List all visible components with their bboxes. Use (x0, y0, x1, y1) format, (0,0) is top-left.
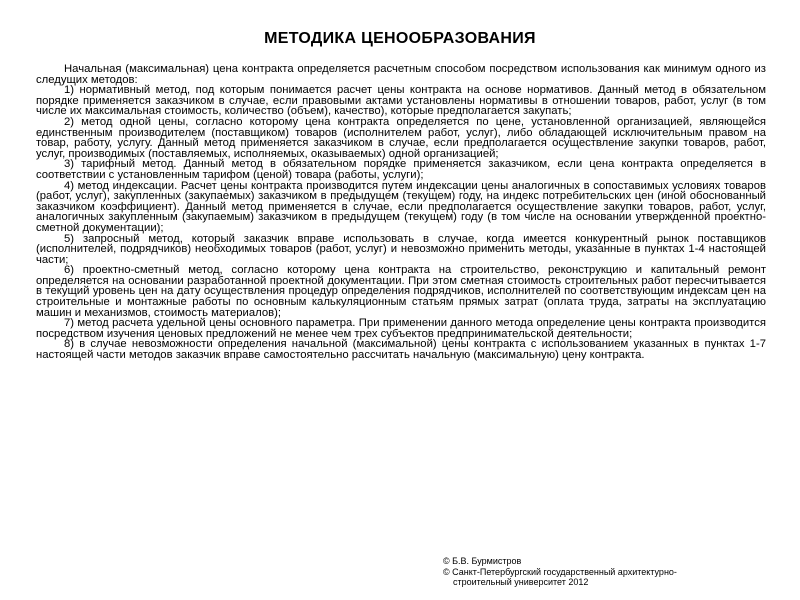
footer-author-line: © Б.В. Бурмистров (443, 556, 522, 566)
method-3-paragraph: 3) тарифный метод. Данный метод в обязательном порядке применяется заказчиком, если цена контракта определяется в соответствии с установленным тарифом (ценой) товара (работы, услуги); (36, 158, 766, 181)
method-1-paragraph: 1) нормативный метод, под которым понимается расчет цены контракта на основе нормативов. Данный метод в обязательном порядке применяется заказчиком в случае, если правовыми актами установлены нормативы в отношении товаров, работ, услуг (в том числе их максимальная стоимость, количество (объем), качество), которые предполагается закупать; (36, 84, 766, 118)
footer-university-line-2: строительный университет 2012 (453, 577, 589, 587)
footer-credits (443, 556, 677, 588)
footer-university-line: © Санкт-Петербургский государственный архитектурно- (443, 566, 677, 577)
method-2-paragraph: 2) метод одной цены, согласно которому цена контракта определяется по цене, установленной организацией, являющейся единственным производителем (поставщиком) товаров (исполнителем работ, услуг), либо обладающей исключительным правом на товар, работу, услугу. Данный метод применяется заказчиком в случае, если предполагается осуществление закупки товаров, работ, услуг, производимых (поставляемых, исполняемых, оказываемых) одной организацией; (36, 115, 766, 160)
method-8-paragraph: 8) в случае невозможности определения начальной (максимальной) цены контракта с использованием указанных в пунктах 1-7 настоящей части методов заказчик вправе самостоятельно рассчитать начальную (максимальную) цену контракта. (36, 338, 766, 362)
method-4-paragraph: 4) метод индексации. Расчет цены контракта производится путем индексации цены аналогичных в сопоставимых условиях товаров (работ, услуг), закупленных (закупаемых) заказчиком в предыдущем (текущем) году, на индекс потребительских цен (иной обоснованный заказчиком коэффициент). Данный метод применяется в случае, если предполагается осуществление закупки товаров, работ, услуг, аналогичных закупленным (закупаемым) заказчиком в предыдущем (текущем) году (в том числе на основании утвержденной проектно-сметной документации); (36, 179, 766, 234)
page-title: МЕТОДИКА ЦЕНООБРАЗОВАНИЯ (264, 30, 536, 47)
document-body (36, 64, 766, 361)
method-7-paragraph: 7) метод расчета удельной цены основного параметра. При применении данного метода определение цены контракта производится посредством изучения ценовых предложений не менее чем трех субъектов предпринимательской деятельности; (36, 317, 766, 340)
intro-paragraph: Начальная (максимальная) цена контракта определяется расчетным способом посредством использования как минимум одного из следущих методов: (36, 63, 766, 86)
method-6-paragraph: 6) проектно-сметный метод, согласно которому цена контракта на строительство, реконструкцию и капитальный ремонт определяется на основании разработанной проектной документации. При этом сметная стоимость строительных работ пересчитывается в текущий уровень цен на дату осуществления процедур определения подрядчиков, исполнителей по соответствующим индексам цен на строительные и монтажные работы по основным калькуляционным статьям прямых затрат (оплата труда, затраты на эксплуатацию машин и механизмов, стоимость материалов); (36, 264, 766, 319)
method-5-paragraph: 5) запросный метод, который заказчик вправе использовать в случае, когда имеется конкурентный рынок поставщиков (исполнителей, подрядчиков) необходимых товаров (работ, услуг) и невозможно применить методы, указанные в пунктах 1-4 настоящей части; (36, 232, 766, 266)
